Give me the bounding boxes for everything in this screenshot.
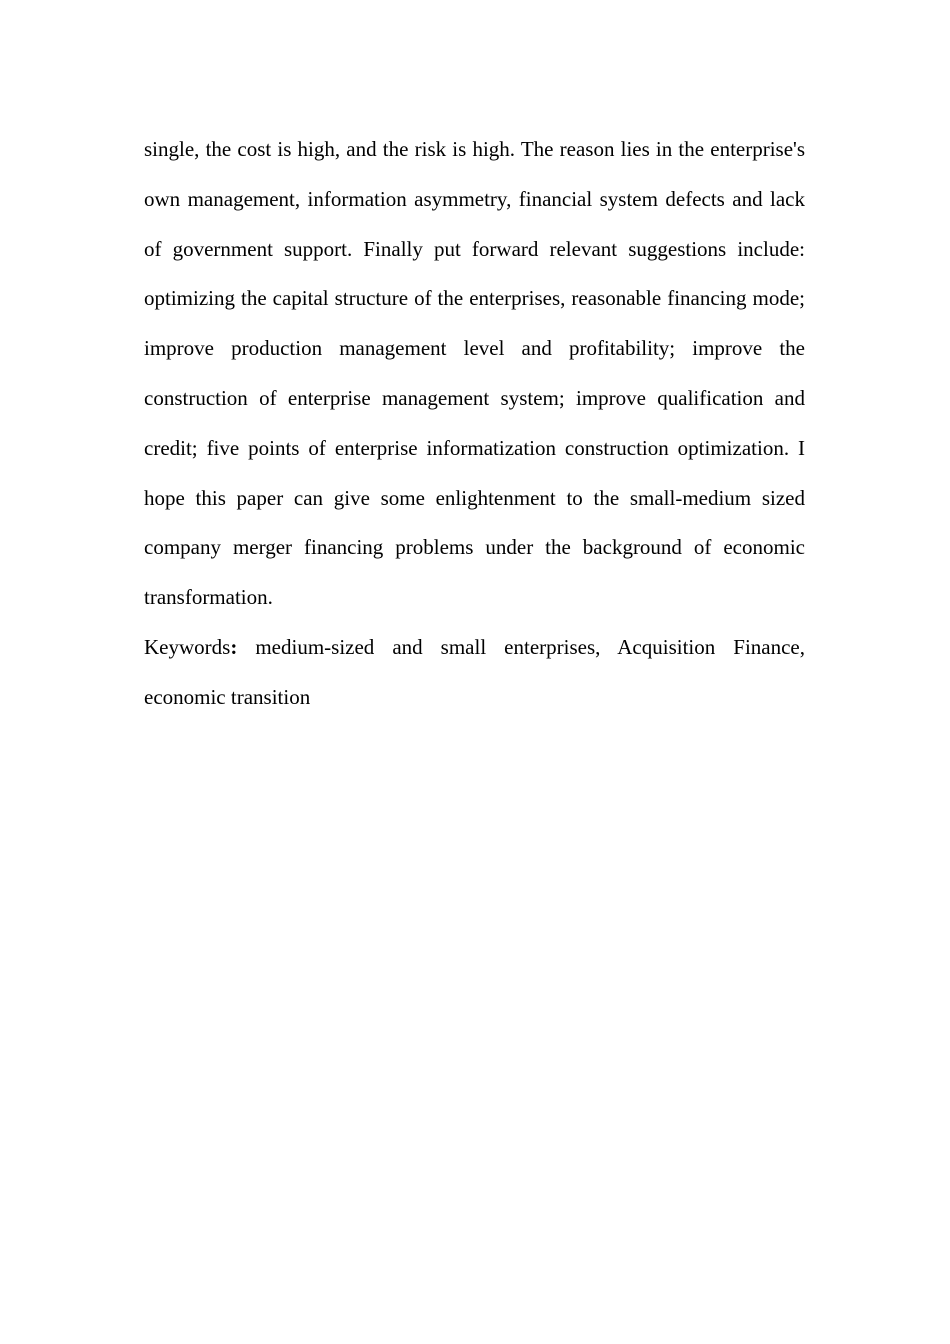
- abstract-paragraph: single, the cost is high, and the risk is high. The reason lies in the enterprise's own management, information asymmetry, financial system defects and lack of government support. Finally put forward relevant suggestions include: optimizing the capital structure of the enterprises, reasonable financing mode; improve production management level and profitability; improve the construction of enterprise management system; improve qualification and credit; five points of enterprise informatization construction optimization. I hope this paper can give some enlightenment to the small-medium sized company merger financing problems under the background of economic transformation.: [144, 137, 805, 610]
- keywords-list: medium-sized and small enterprises, Acquisition Finance, economic transition: [144, 634, 805, 709]
- keywords-label: Keywords: [144, 634, 231, 659]
- keywords-colon: :: [230, 634, 238, 659]
- abstract-body: [144, 125, 805, 723]
- keywords-paragraph: [144, 623, 805, 723]
